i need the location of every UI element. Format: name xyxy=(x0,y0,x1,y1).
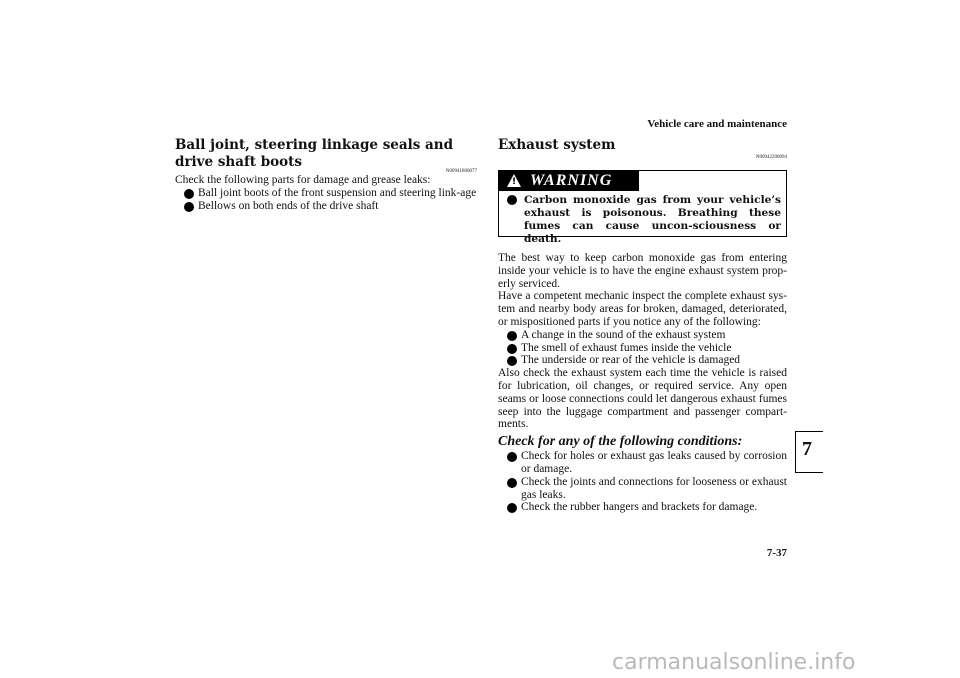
list-item: Check for holes or exhaust gas leaks caused by corrosion or damage. xyxy=(498,450,787,476)
bullet-icon xyxy=(184,189,194,199)
paragraph: The best way to keep carbon monoxide gas from entering inside your vehicle is to have the engine exhaust system prop-erly serviced. xyxy=(498,252,787,290)
running-header: Vehicle care and maintenance xyxy=(647,118,787,130)
list-item: Ball joint boots of the front suspension and steering link-age xyxy=(175,187,477,200)
page-number: 7-37 xyxy=(766,547,787,559)
bullet-icon xyxy=(507,195,517,205)
intro-text: Check the following parts for damage and grease leaks: xyxy=(175,174,431,186)
list-item: The smell of exhaust fumes inside the vehicle xyxy=(498,342,787,355)
section-code: N00942200094 xyxy=(755,155,787,160)
warning-box xyxy=(498,170,787,245)
bullet-icon xyxy=(507,344,517,354)
warning-label: WARNING xyxy=(530,172,613,189)
chapter-tab xyxy=(795,431,823,473)
warning-header xyxy=(499,171,639,191)
bullet-icon xyxy=(507,452,517,462)
section-heading-ball-joint: Ball joint, steering linkage seals and drive shaft boots xyxy=(175,137,454,170)
bullet-icon xyxy=(507,356,517,366)
bullet-icon xyxy=(507,478,517,488)
warning-text-list xyxy=(499,194,781,246)
subheading: Check for any of the following conditions: xyxy=(498,434,743,450)
watermark: carmanualsonline.info xyxy=(612,650,856,675)
paragraph: Have a competent mechanic inspect the complete exhaust sys-tem and nearby body areas for broken, damaged, deteriorated, or mispositioned parts if you notice any of the following: xyxy=(498,290,787,328)
list-item: Check the joints and connections for looseness or exhaust gas leaks. xyxy=(498,476,787,502)
section-code: N00941800077 xyxy=(445,169,477,174)
bullet-icon xyxy=(507,503,517,513)
left-column xyxy=(175,137,477,212)
list-item: Check the rubber hangers and brackets for damage. xyxy=(498,501,787,514)
exclamation-icon: ! xyxy=(512,177,517,187)
paragraph: Also check the exhaust system each time the vehicle is raised for lubrication, oil changes, or required service. Any open seams or loose connections could let dangerous exhaust fumes seep into the luggage compartment and passenger compart-ments. xyxy=(498,367,787,431)
list-item: The underside or rear of the vehicle is damaged xyxy=(498,354,787,367)
list-item: Bellows on both ends of the drive shaft xyxy=(175,200,477,213)
warning-item: Carbon monoxide gas from your vehicle’s exhaust is poisonous. Breathing these fumes can cause uncon-sciousness or death. xyxy=(499,194,781,246)
bullet-list xyxy=(498,450,787,514)
bullet-icon xyxy=(184,202,194,212)
right-body xyxy=(498,252,787,514)
bullet-list xyxy=(175,187,477,213)
bullet-list xyxy=(498,329,787,367)
bullet-icon xyxy=(507,331,517,341)
section-heading-exhaust: Exhaust system xyxy=(498,137,616,153)
chapter-number: 7 xyxy=(802,438,812,460)
list-item: A change in the sound of the exhaust system xyxy=(498,329,787,342)
